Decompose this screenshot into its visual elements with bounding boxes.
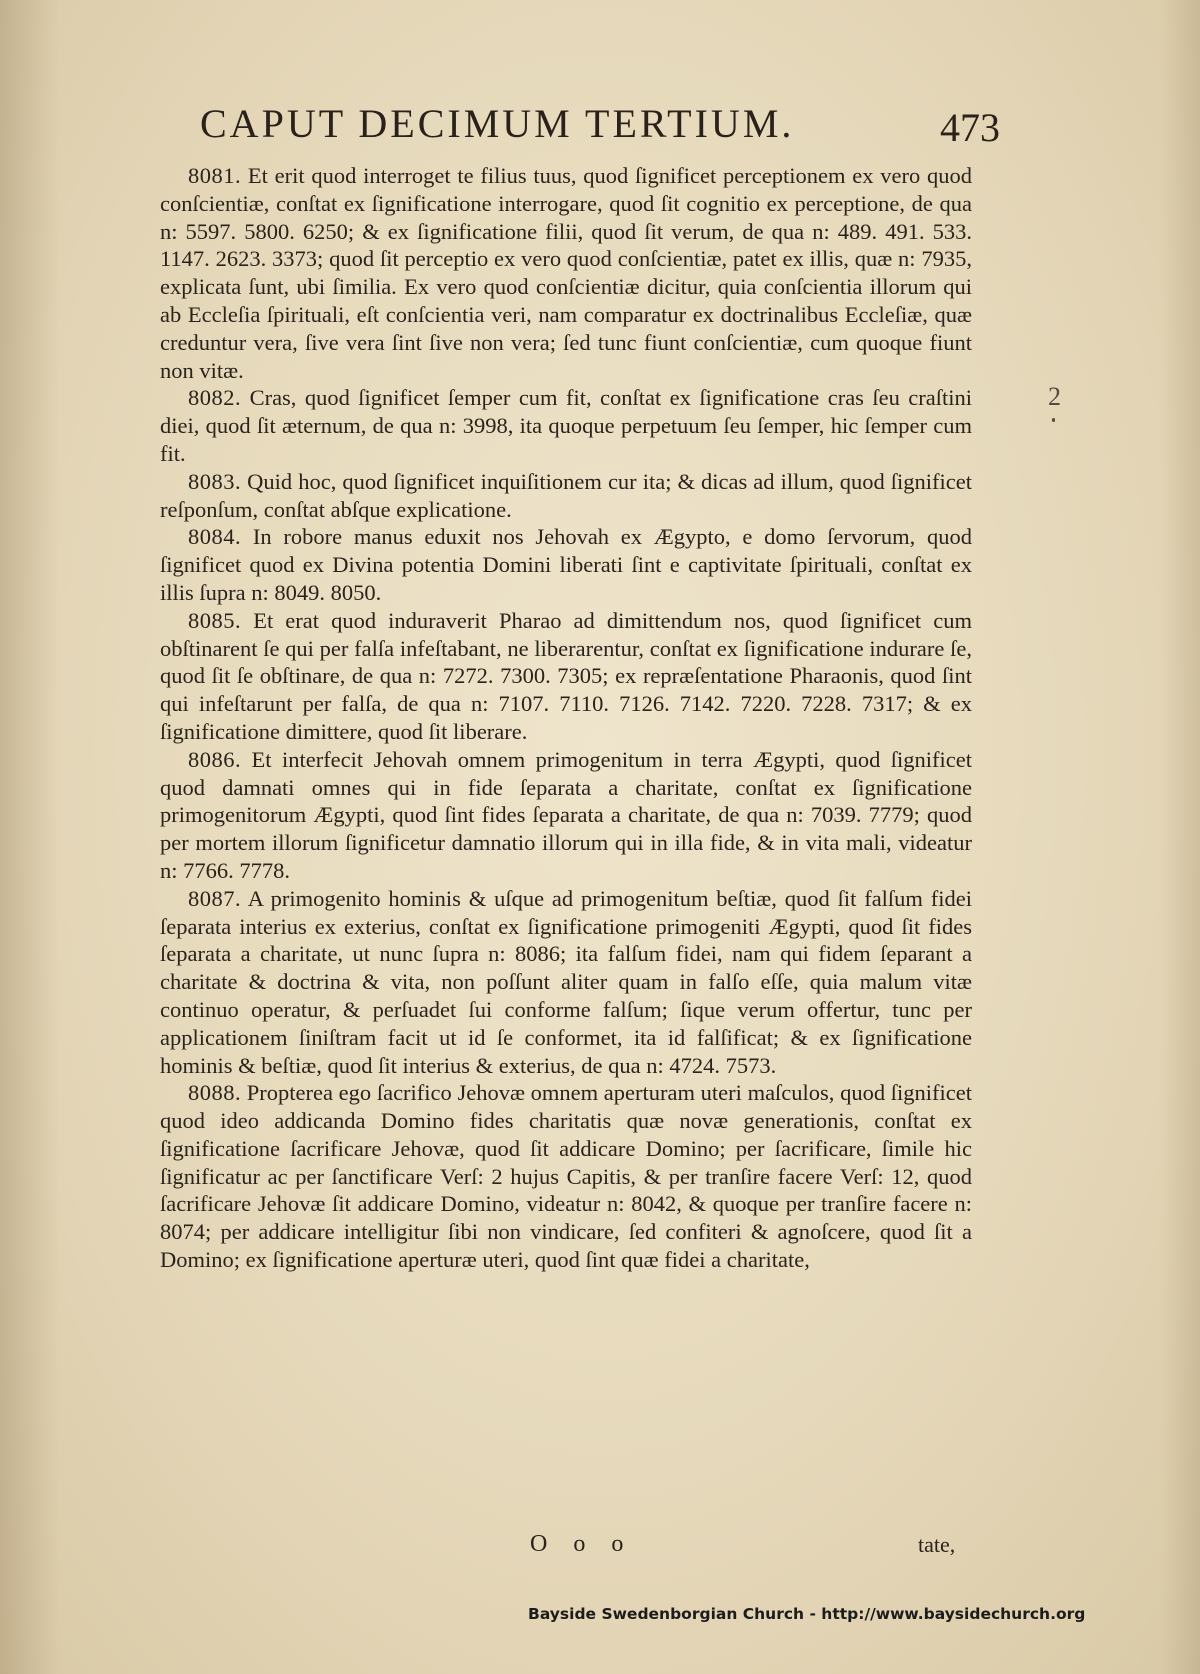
paragraph-number: 8085. (188, 607, 242, 633)
paragraph-number: 8088. (188, 1080, 242, 1106)
paragraph-text: Cras, quod ſignificet ſemper cum fit, conſtat ex ſignificatione cras ſeu craſtini diei, quod ſit æternum, de qua n: 3998, ita quoque perpetuum ſeu ſemper, hic ſemper cum fit. (160, 385, 973, 466)
paragraph-number: 8083. (188, 468, 242, 494)
paragraph-8086 (160, 746, 972, 885)
paragraph-text: Et interfecit Jehovah omnem primogenitum in terra Ægypti, quod ſignificet quod damnati omnes qui in fide ſeparata a charitate, conſtat ex ſignificatione primogenitorum Ægypti, quod ſint fides ſeparata a charitate, de qua n: 7039. 7779; quod per mortem illorum ſignificetur damnatio illorum qui in illa fide, & in vita mali, videatur n: 7766. 7778. (160, 746, 973, 883)
paragraph-8088 (160, 1079, 972, 1274)
catchword: tate, (918, 1532, 956, 1557)
paragraph-text: Et erat quod induraverit Pharao ad dimittendum nos, quod ſignificet cum obſtinarent ſe qui per falſa infeſtabant, ne liberarentur, conſtat ex ſignificatione indurare ſe, quod ſit ſe obſtinare, de qua n: 7272. 7300. 7305; ex repræſentatione Pharaonis, quod ſint qui infeſtarunt per falſa, de qua n: 7107. 7110. 7126. 7142. 7220. 7228. 7317; & ex ſignificatione dimittere, quod ſit liberare. (160, 607, 973, 744)
paragraph-number: 8081. (188, 163, 242, 188)
paragraph-8087 (160, 885, 972, 1080)
page-header (200, 100, 1000, 160)
paragraph-text: Quid hoc, quod ſignificet inquiſitionem cur ita; & dicas ad illum, quod ſignificet reſponſum, conſtat abſque explicatione. (160, 468, 973, 522)
footer-credit: Bayside Swedenborgian Church - http://www.baysidechurch.org (528, 1605, 1086, 1623)
paragraph-8082 (160, 384, 972, 467)
body-text (160, 162, 972, 1274)
running-title: CAPUT DECIMUM TERTIUM. (200, 101, 795, 146)
page-edge-shadow-right (1160, 0, 1200, 1674)
paragraph-8084 (160, 523, 972, 606)
paragraph-text: Et erit quod interroget te filius tuus, quod ſignificet perceptionem ex vero quod conſcientiæ, conſtat ex ſignificatione interrogare, quod ſit cognitio ex perceptione, de qua n: 5597. 5800. 6250; & ex ſignificatione filii, quod ſit verum, de qua n: 489. 491. 533. 1147. 2623. 3373; quod ſit perceptio ex vero quod conſcientiæ, patet ex illis, quæ n: 7935, explicata ſunt, ubi ſimilia. Ex vero quod conſcientiæ dicitur, quia conſcientia illorum qui ab Eccleſia ſpirituali, eſt conſcientia veri, nam comparatur ex doctrinalibus Eccleſiæ, quæ creduntur vera, ſive vera ſint ſive non vera; ſed tunc fiunt conſcientiæ, cum quoque fiunt non vitæ. (160, 163, 972, 383)
margin-dot (1052, 418, 1055, 422)
paragraph-number: 8082. (188, 385, 242, 411)
paragraph-8085 (160, 607, 972, 746)
signature-mark: O o o (530, 1531, 634, 1557)
paragraph-8083 (160, 468, 972, 524)
paragraph-text: In robore manus eduxit nos Jehovah ex Ægypto, e domo ſervorum, quod ſignificet quod ex Divina potentia Domini liberati ſint e captivitate ſpirituali, conſtat ex illis ſupra n: 8049. 8050. (160, 524, 972, 605)
paragraph-text: Propterea ego ſacrifico Jehovæ omnem aperturam uteri maſculos, quod ſignificet quod ideo addicanda Domino fides charitatis quæ novæ generationis, conſtat ex ſignificatione ſacrificare Jehovæ, quod ſit addicare Domino; per ſacrificare, ſimile hic ſignificatur ac per ſanctificare Verſ: 2 hujus Capitis, & per tranſire facere Verſ: 12, quod ſacrificare Jehovæ ſit addicare Domino, videatur n: 8042, & quoque per tranſire facere n: 8074; per addicare intelligitur ſibi non vindicare, ſed confiteri & agnoſcere, quod ſit a Domino; ex ſignificatione aperturæ uteri, quod ſint quæ fidei a charitate, (160, 1080, 972, 1273)
page-number: 473 (940, 105, 1000, 150)
paragraph-number: 8084. (188, 524, 242, 550)
paragraph-number: 8087. (188, 885, 242, 911)
page-edge-shadow-left (0, 0, 60, 1674)
paragraph-text: A primogenito hominis & uſque ad primogenitum beſtiæ, quod ſit falſum fidei ſeparata interius ex exterius, conſtat ex ſignificatione primogeniti Ægypti, quod ſit fides ſeparata a charitate, ut nunc ſupra n: 8086; ita falſum fidei, nam qui fidem ſeparant a charitate & doctrina & vita, non poſſunt aliter quam in falſo eſſe, quia malum vitæ continuo operatur, & perſuadet ſui conforme falſum; ſique verum offertur, tunc per applicationem ſiniſtram facit ut id ſe conformet, ita id falſificat; & ex ſignificatione hominis & beſtiæ, quod ſit interius & exterius, de qua n: 4724. 7573. (160, 885, 972, 1078)
margin-pencil-note: 2 (1048, 382, 1061, 411)
paragraph-number: 8086. (188, 746, 242, 772)
paragraph-8081 (160, 162, 972, 384)
